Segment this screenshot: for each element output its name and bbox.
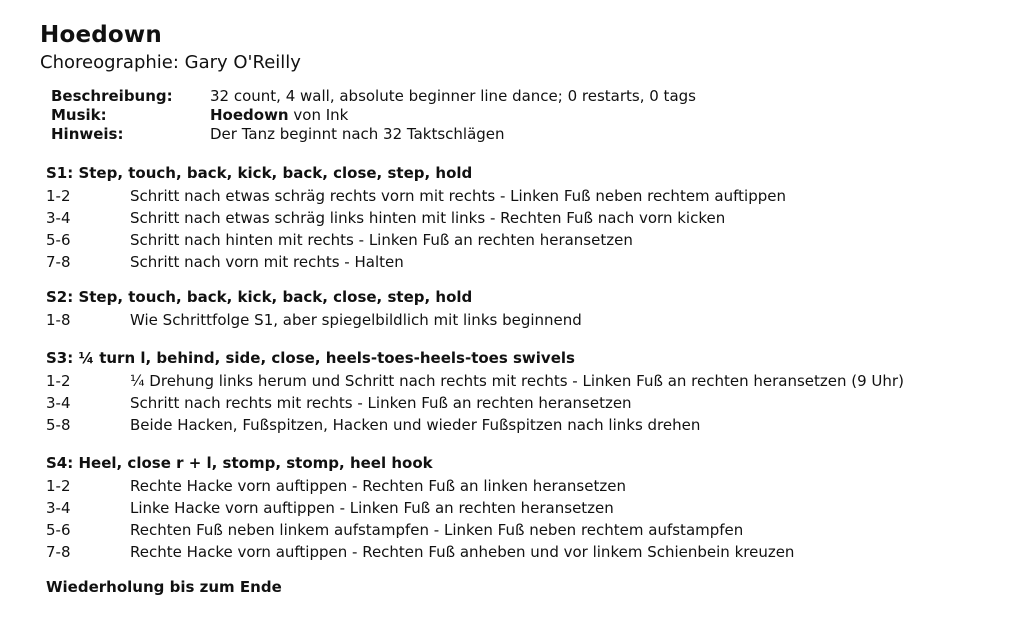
step-description: Linke Hacke vorn auftippen - Linken Fuß an rechten heransetzen (130, 499, 614, 517)
step-row (46, 497, 794, 519)
step-row (46, 309, 582, 331)
step-description: Rechten Fuß neben linkem aufstampfen - Linken Fuß neben rechtem aufstampfen (130, 521, 744, 539)
step-description: Rechte Hacke vorn auftippen - Rechten Fuß an linken heransetzen (130, 477, 626, 495)
section-title: S4: Heel, close r + l, stomp, stomp, heel hook (46, 454, 433, 472)
step-description: Beide Hacken, Fußspitzen, Hacken und wieder Fußspitzen nach links drehen (130, 416, 701, 434)
step-count: 7-8 (46, 253, 71, 271)
meta-row-music (51, 106, 696, 125)
step-description: Schritt nach etwas schräg rechts vorn mit rechts - Linken Fuß neben rechtem auftippen (130, 187, 786, 205)
step-count: 1-8 (46, 311, 71, 329)
step-count: 7-8 (46, 543, 71, 561)
meta-table (51, 87, 696, 144)
step-count: 5-6 (46, 231, 71, 249)
section-s4 (46, 453, 794, 563)
music-title: Hoedown (210, 106, 289, 124)
music-label: Musik: (51, 106, 107, 124)
section-title: S2: Step, touch, back, kick, back, close, step, hold (46, 288, 473, 306)
step-description: Rechte Hacke vorn auftippen - Rechten Fuß anheben und vor linkem Schienbein kreuzen (130, 543, 795, 561)
description-label: Beschreibung: (51, 87, 173, 105)
step-count: 1-2 (46, 372, 71, 390)
music-artist: von Ink (288, 106, 349, 124)
section-s2 (46, 287, 582, 331)
section-title: S1: Step, touch, back, kick, back, close, step, hold (46, 164, 473, 182)
step-row (46, 541, 794, 563)
step-description: Wie Schrittfolge S1, aber spiegelbildlich mit links beginnend (130, 311, 582, 329)
step-description: Schritt nach vorn mit rechts - Halten (130, 253, 404, 271)
step-row (46, 414, 904, 436)
step-count: 3-4 (46, 394, 71, 412)
note-label: Hinweis: (51, 125, 124, 143)
section-s3 (46, 348, 904, 436)
step-row (46, 370, 904, 392)
step-count: 3-4 (46, 499, 71, 517)
section-s1 (46, 163, 786, 273)
step-description: ¼ Drehung links herum und Schritt nach rechts mit rechts - Linken Fuß an rechten heransetzen (9 Uhr) (130, 372, 904, 390)
step-row (46, 185, 786, 207)
step-description: Schritt nach hinten mit rechts - Linken Fuß an rechten heransetzen (130, 231, 633, 249)
dance-title: Hoedown (40, 22, 162, 48)
step-row (46, 207, 786, 229)
step-count: 5-8 (46, 416, 71, 434)
step-row (46, 519, 794, 541)
section-title: S3: ¼ turn l, behind, side, close, heels-toes-heels-toes swivels (46, 349, 575, 367)
step-count: 5-6 (46, 521, 71, 539)
step-row (46, 392, 904, 414)
note-value: Der Tanz beginnt nach 32 Taktschlägen (210, 125, 505, 143)
step-row (46, 475, 794, 497)
step-count: 1-2 (46, 187, 71, 205)
step-count: 1-2 (46, 477, 71, 495)
choreographer-line: Choreographie: Gary O'Reilly (40, 52, 301, 73)
step-row (46, 251, 786, 273)
description-value: 32 count, 4 wall, absolute beginner line dance; 0 restarts, 0 tags (210, 87, 696, 105)
step-row (46, 229, 786, 251)
step-description: Schritt nach rechts mit rechts - Linken Fuß an rechten heransetzen (130, 394, 632, 412)
step-description: Schritt nach etwas schräg links hinten mit links - Rechten Fuß nach vorn kicken (130, 209, 726, 227)
step-count: 3-4 (46, 209, 71, 227)
meta-row-description (51, 87, 696, 106)
meta-row-note (51, 125, 696, 144)
music-value (210, 106, 348, 125)
repeat-note: Wiederholung bis zum Ende (46, 578, 282, 596)
